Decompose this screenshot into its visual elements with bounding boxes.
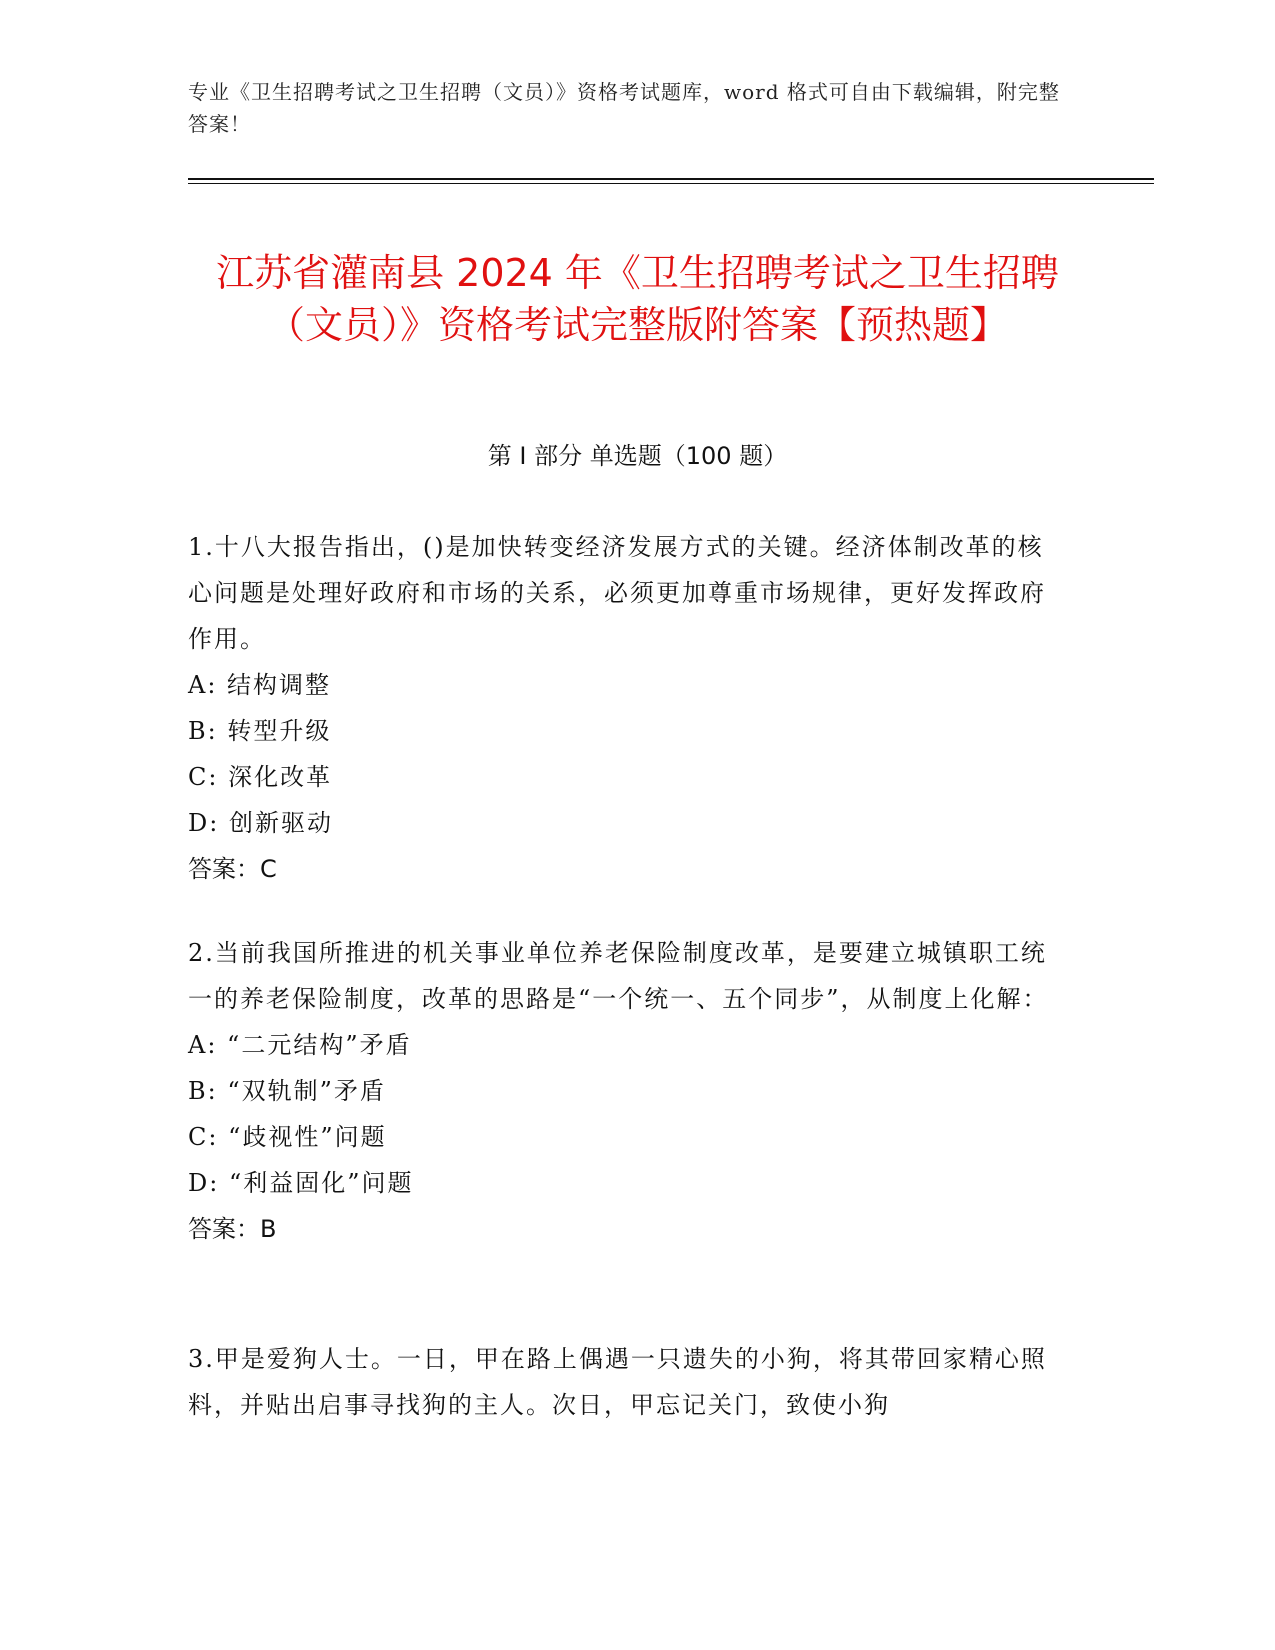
option-c: C: “歧视性”问题	[188, 1123, 387, 1151]
option-a: A: 结构调整	[188, 671, 332, 699]
section-title: 第 I 部分 单选题（100 题）	[487, 442, 788, 470]
question-stem: 1.十八大报告指出，()是加快转变经济发展方式的关键。经济体制改革的核心问题是处理好政府和市场的关系，必须更加尊重市场规律，更好发挥政府作用。	[188, 533, 1046, 653]
option-b: B: “双轨制”矛盾	[188, 1077, 386, 1105]
option-b: B: 转型升级	[188, 717, 332, 745]
answer: 答案：C	[188, 855, 277, 883]
answer: 答案：B	[188, 1215, 277, 1243]
question-stem: 3.甲是爱狗人士。一日，甲在路上偶遇一只遗失的小狗，将其带回家精心照料，并贴出启事寻找狗的主人。次日，甲忘记关门，致使小狗	[188, 1345, 1047, 1419]
question-2	[188, 930, 1058, 1252]
question-1	[188, 524, 1058, 892]
option-d: D: 创新驱动	[188, 809, 333, 837]
header-rule-thick	[188, 178, 1154, 180]
header-note: 专业《卫生招聘考试之卫生招聘（文员）》资格考试题库，word 格式可自由下载编辑，附完整答案！	[188, 80, 1060, 136]
option-d: D: “利益固化”问题	[188, 1169, 414, 1197]
question-3	[188, 1336, 1058, 1428]
question-stem: 2.当前我国所推进的机关事业单位养老保险制度改革，是要建立城镇职工统一的养老保险制度，改革的思路是“一个统一、五个同步”，从制度上化解：	[188, 939, 1049, 1013]
option-a: A: “二元结构”矛盾	[188, 1031, 412, 1059]
header-rule-thin	[188, 183, 1154, 184]
document-title: 江苏省灌南县 2024 年《卫生招聘考试之卫生招聘（文员）》资格考试完整版附答案【预热题】	[216, 251, 1059, 348]
option-c: C: 深化改革	[188, 763, 333, 791]
